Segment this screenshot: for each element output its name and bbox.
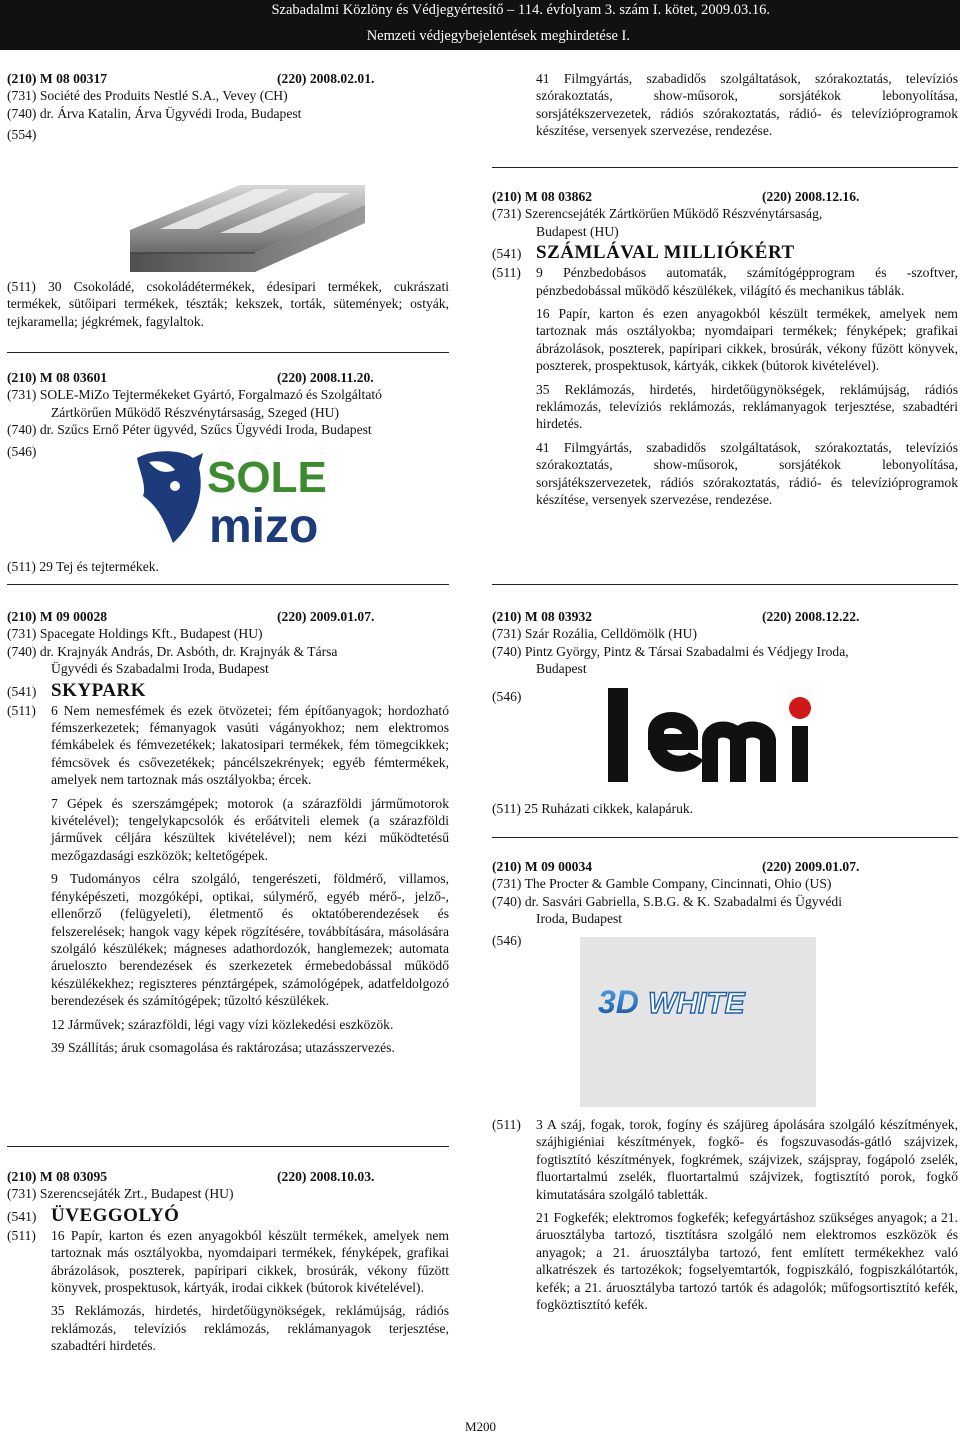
entry-m0800317-goods (7, 278, 449, 330)
class-3: 3 A száj, fogak, torok, fogíny és szájüreg ápolására szolgáló készítmények, szájhigiéniai készítmények, fogkő- és fogszuvasodás-gátló szájvizek, fogtisztító készítmények, fogkrémek, szájvizek, szájspray, fogápoló zselék, fluortartalmú zselék, fluortartalmú szájvizek, fogtisztító porok, fogkő kimutatására szolgáló tabletták. (536, 1117, 958, 1202)
goods-classes: (511) 30 Csokoládé, csokoládétermékek, édesipari termékek, cukrászati termékek, sütőipari termékek, tészták; kekszek, torták, sütemények; ostyák, tejkaramella; jégkrémek, fagylaltok. (7, 279, 449, 329)
entry-m0900034 (492, 858, 958, 949)
applicant-cont: Budapest (HU) (536, 223, 619, 239)
wordmark-code: (541) (7, 683, 37, 699)
application-number: (210) M 08 03095 (7, 1169, 108, 1184)
entry-m0803862 (492, 188, 958, 509)
divider (7, 584, 449, 585)
sole-mizo-logo (135, 448, 345, 548)
application-number: (210) M 08 00317 (7, 71, 108, 86)
filing-date: (220) 2008.11.20. (277, 370, 374, 385)
applicant: (731) Spacegate Holdings Kft., Budapest (HU) (7, 626, 263, 642)
entry-m0900028 (7, 608, 449, 1056)
wordmark: SKYPARK (51, 679, 146, 701)
filing-date: (220) 2009.01.07. (762, 859, 860, 874)
entry-m0803095 (7, 1168, 449, 1355)
class-41: 41 Filmgyártás, szabadidős szolgáltatások, szórakoztatás, televíziós szórakoztatás, show-műsorok, sorsjátékok lebonyolítása, sorsjátékszervezetek, rádiós szórakoztatás, rádió- és televízióprogramok készítése, versenyek szervezése, rendezése. (536, 439, 958, 508)
journal-title: Szabadalmi Közlöny és Védjegyértesítő – 114. évfolyam 3. szám I. kötet, 2009.03.16. (271, 2, 770, 18)
goods-code: (511) (492, 1117, 521, 1132)
entry-m0900034-goods (492, 1116, 958, 1313)
goods-code: (511) (7, 1227, 36, 1243)
applicant: (731) SOLE-MiZo Tejtermékeket Gyártó, Forgalmazó és Szolgáltató (7, 387, 382, 403)
representative: (740) dr. Sasvári Gabriella, S.B.G. & K. Szabadalmi és Ügyvédi (492, 893, 842, 909)
representative-cont: Budapest (536, 661, 587, 677)
entry-m0800317 (7, 70, 449, 144)
class-9: 9 Pénzbedobásos automaták, számítógépprogram és -szoftver, pénzbedobással működő készülékek, világító és mechanikus táblák. (536, 265, 958, 298)
application-number: (210) M 09 00028 (7, 609, 108, 624)
wordmark: SZÁMLÁVAL MILLIÓKÉRT (536, 242, 795, 264)
representative: (740) dr. Árva Katalin, Árva Ügyvédi Iroda, Budapest (7, 105, 302, 121)
filing-date: (220) 2009.01.07. (277, 609, 375, 624)
representative-cont: Ügyvédi és Szabadalmi Iroda, Budapest (51, 661, 269, 677)
applicant: (731) Szár Rozália, Celldömölk (HU) (492, 626, 697, 642)
goods-code: (511) (7, 702, 36, 718)
class-41-continued: 41 Filmgyártás, szabadidős szolgáltatások, szórakoztatás, televíziós szórakoztatás, show-műsorok, sorsjátékok lebonyolítása, sorsjátékszervezetek, rádiós szórakoztatás, rádió- és televízióprogramok készítése, versenyek szervezése, rendezése. (536, 71, 958, 139)
applicant: (731) Szerencsejáték Zrt., Budapest (HU) (7, 1186, 234, 1202)
class-9: 9 Tudományos célra szolgáló, tengerészeti, földmérő, villamos, fényképészeti, mozgóképi, optikai, súlymérő, egyéb mérő-, jelző-, ellenőrző (felügyeleti), életmentő és oktatóberendezések és felszerelések; hangok vagy képek rögzítésére, továbbítására, másolására szolgáló készülékek; mágneses adathordozók, hanglemezek; automata árueloszto berendezések és szerkezetek érmebedobással működő készülékekhez; regiszteres pénztárgépek, számológépek, adatfeldolgozó berendezések és számítógépek; tűzoltó készülékek. (51, 871, 449, 1009)
divider (492, 167, 958, 168)
divider (7, 1146, 449, 1147)
class-6: 6 Nem nemesfémek és ezek ötvözetei; fém építőanyagok; hordozható fémszerkezetek; fémanyagok vasúti vágányokhoz; nem elektromos fémkábelek és fémvezetékek; lakatosipari termékek, fém tömegcikkek; fémcsövek és csővezetékek; páncélszekrények; egyéb fémtermékek, amelyek nem tartoznak más osztályokba; ércek. (51, 702, 449, 788)
filing-date: (220) 2008.12.22. (762, 609, 860, 624)
representative: (740) Pintz György, Pintz & Társai Szabadalmi és Védjegy Iroda, (492, 643, 849, 659)
wordmark-code: (541) (492, 246, 522, 262)
filing-date: (220) 2008.02.01. (277, 71, 375, 86)
application-number: (210) M 08 03601 (7, 370, 108, 385)
goods-code: (511) (492, 265, 521, 281)
class-35: 35 Reklámozás, hirdetés, hirdetőügynökségek, reklámújság, rádiós reklámozás, televíziós reklámozás, reklámanyagok terjesztése, szabadtéri hirdetés. (51, 1303, 449, 1354)
logo-mizo-text: mizo (209, 500, 319, 548)
logo-sole-text: SOLE (207, 453, 327, 502)
mark-type-code: (546) (492, 688, 522, 704)
applicant-cont: Zártkörűen Működő Részvénytársaság, Szeged (HU) (51, 404, 340, 420)
chocolate-bar-image (120, 175, 370, 275)
class-16: 16 Papír, karton és ezen anyagokból készült termékek, amelyek nem tartoznak más osztályokba, nyomdaipari termékek, fényképek, grafikai ábrázolások, poszterek, papíripari cikkek, brosúrák, vékony fűzött könyvek, prospektusok, kártyák, irodai cikkek (bútorok kivételével). (51, 1227, 449, 1296)
3d-white-logo (580, 937, 816, 1107)
mark-type-code: (546) (492, 932, 522, 948)
mark-type-code: (554) (7, 127, 37, 143)
entry-continuation (492, 70, 958, 140)
application-number: (210) M 08 03862 (492, 189, 593, 204)
class-21: 21 Fogkefék; elektromos fogkefék; kefegyártáshoz szükséges anyagok; a 21. áruosztályba tartozó, tisztításra szolgáló nem elektromos eszközök és anyagok; a 21. áruosztályba tartozó, fent említett termékekhez való alkatrészek és tartozékok; fogselyemtartók, fogpiszkáló, fogpiszkálótartók, kefék; a 21. áruosztályba tartozó tartók és adagolók; műfogsortisztító kefék, fogköztisztító kefék. (536, 1210, 958, 1313)
applicant: (731) The Procter & Gamble Company, Cincinnati, Ohio (US) (492, 876, 832, 892)
entry-m0803601 (7, 369, 449, 460)
application-number: (210) M 09 00034 (492, 859, 593, 874)
filing-date: (220) 2008.12.16. (762, 189, 860, 204)
divider (492, 837, 958, 838)
filing-date: (220) 2008.10.03. (277, 1169, 375, 1184)
applicant: (731) Szerencsejáték Zártkörűen Működő Részvénytársaság, (492, 206, 823, 222)
page-header (0, 0, 960, 50)
class-35: 35 Reklámozás, hirdetés, hirdetőügynökségek, reklámújság, rádiós reklámozás, televíziós reklámozás, reklámanyagok terjesztése, szabadtéri hirdetés. (536, 381, 958, 432)
logo-3d-text: 3D (598, 984, 639, 1020)
section-title: Nemzeti védjegybejelentések meghirdetése I. (366, 28, 630, 44)
representative-cont: Iroda, Budapest (536, 911, 623, 927)
goods-classes: (511) 25 Ruházati cikkek, kalapáruk. (492, 801, 694, 816)
logo-white-text: WHITE (648, 987, 745, 1020)
class-7: 7 Gépek és szerszámgépek; motorok (a szárazföldi járműmotorok kivételével); tengelykapcsolók és erőátviteli elemek (a szárazföldi járművek céljára készültek kivételével); nem kézi működtetésű mezőgazdasági eszközök; keltetőgépek. (51, 795, 449, 863)
mark-type-code: (546) (7, 443, 37, 459)
demi-logo (586, 686, 836, 786)
page-number: M200 (465, 1419, 497, 1434)
class-12: 12 Járművek; szárazföldi, légi vagy vízi közlekedési eszközök. (51, 1016, 394, 1032)
applicant: (731) Société des Produits Nestlé S.A., Vevey (CH) (7, 88, 288, 104)
representative: (740) dr. Krajnyák András, Dr. Asbóth, dr. Krajnyák & Társa (7, 643, 338, 659)
representative: (740) dr. Szűcs Ernő Péter ügyvéd, Szűcs Ügyvédi Iroda, Budapest (7, 422, 372, 438)
divider (492, 584, 958, 585)
application-number: (210) M 08 03932 (492, 609, 593, 624)
class-16: 16 Papír, karton és ezen anyagokból készült termékek, amelyek nem tartoznak más osztályokba; nyomdaipari termékek; fényképek; grafikai ábrázolások, poszterek, papíripari cikkek, brosúrák, vékony fűzött könyvek, poszterek, prospektusok, kártyák, cikkek (bútorok kivételével). (536, 306, 958, 374)
divider (7, 352, 449, 353)
wordmark-code: (541) (7, 1208, 37, 1224)
class-39: 39 Szállítás; áruk csomagolása és raktározása; utazásszervezés. (51, 1039, 395, 1055)
goods-classes: (511) 29 Tej és tejtermékek. (7, 559, 159, 574)
wordmark: ÜVEGGOLYÓ (51, 1204, 180, 1226)
